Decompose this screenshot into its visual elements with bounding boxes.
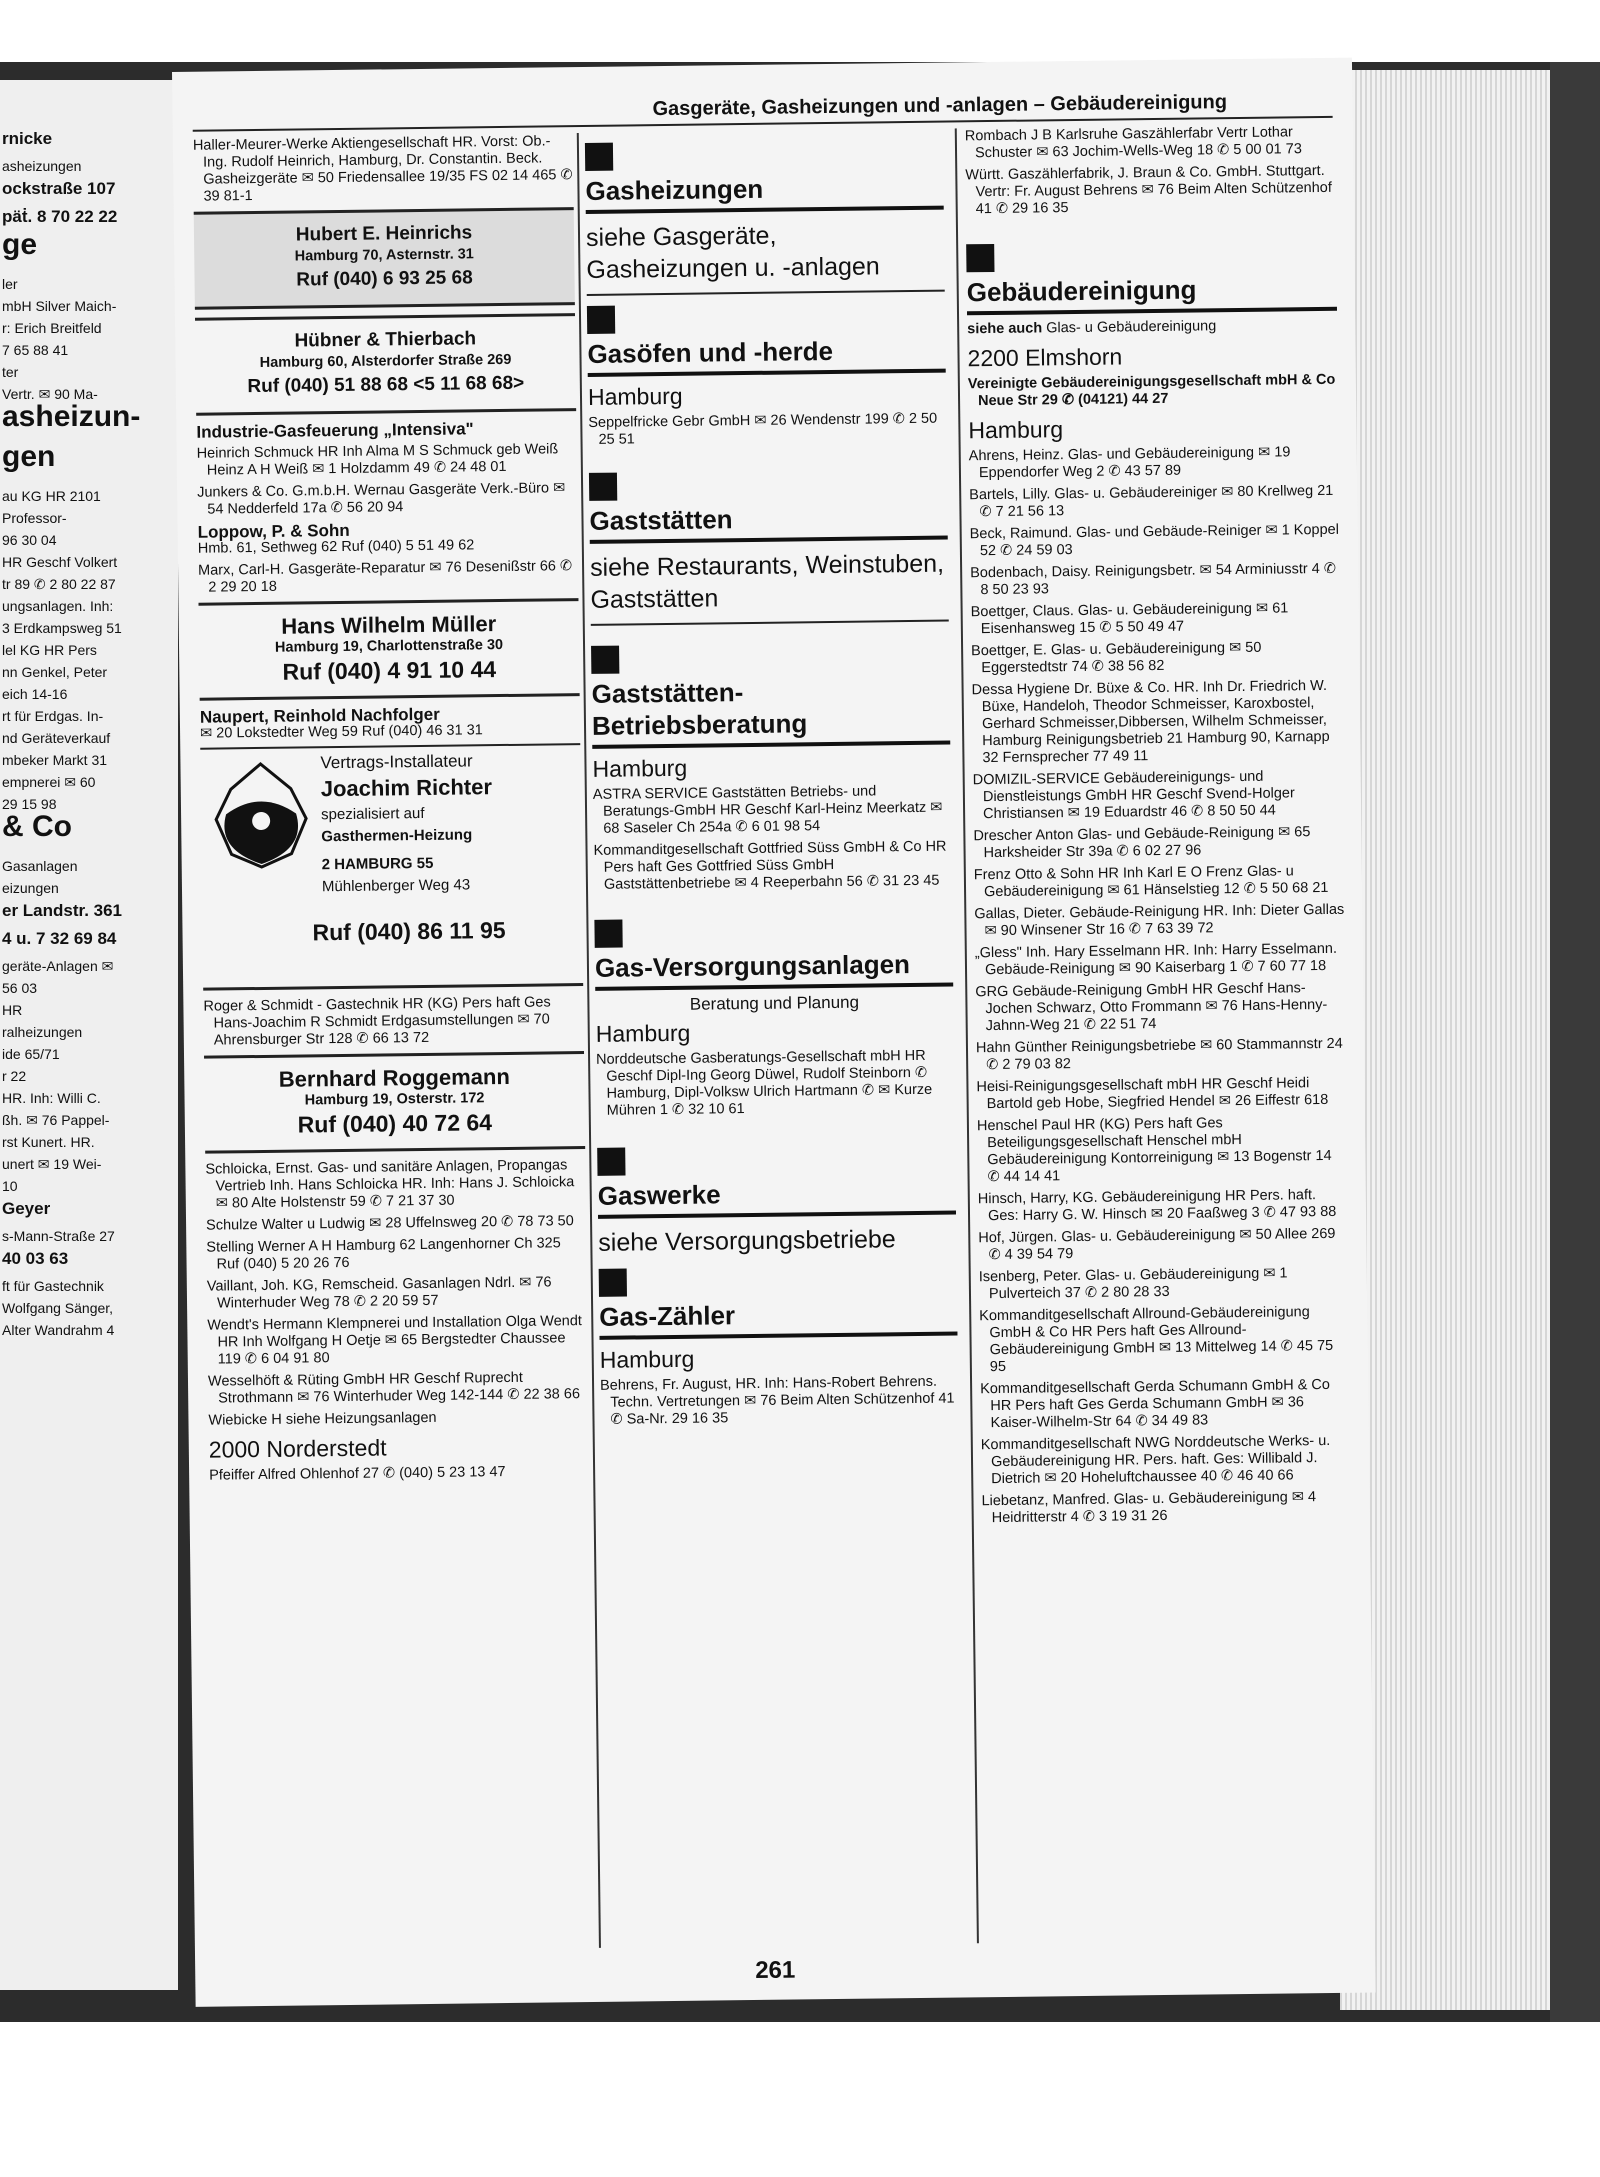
ad-name: Hübner & Thierbach <box>294 328 477 352</box>
left-page-text: 56 03 <box>2 980 38 996</box>
left-page-text: 4 u. 7 32 69 84 <box>2 929 117 948</box>
listing-entry: Seppelfricke Gebr GmbH ✉ 26 Wendenstr 199 ✆ 2 50 25 51 <box>588 410 938 448</box>
see-also-label: siehe auch <box>967 320 1043 338</box>
section-title: Gas-Zähler <box>599 1297 957 1340</box>
left-page-text: ßh. ✉ 76 Pappel- <box>2 1112 110 1128</box>
section-title: Gas-Versorgungsanlagen <box>595 948 953 991</box>
left-page-text: rnicke <box>2 129 53 148</box>
left-page-text: geräte-Anlagen ✉ <box>2 958 114 974</box>
directory-page <box>172 58 1376 2007</box>
city-heading: Hamburg <box>595 1019 691 1047</box>
listing-entry: Drescher Anton Glas- und Gebäude-Reinigung ✉ 65 Harksheider Str 39a ✆ 6 02 27 96 <box>973 824 1311 862</box>
left-page-text: mbH Silver Maich- <box>2 298 117 314</box>
left-page-text: ungsanlagen. Inh: <box>2 598 114 614</box>
ad-phone: Ruf (040) 6 93 25 68 <box>296 267 473 291</box>
divider <box>591 620 949 626</box>
left-page-text: eich 14-16 <box>2 686 68 702</box>
listing-entry: Rombach J B Karlsruhe Gaszählerfabr Vertr Lothar Schuster ✉ 63 Jochim-Wells-Weg 18 ✆ 5 00 01 73 <box>964 124 1302 162</box>
listing-entry: Marx, Carl-H. Gasgeräte-Reparatur ✉ 76 Desenißstr 66 ✆ 2 29 20 18 <box>197 558 573 596</box>
ad-name: Hans Wilhelm Müller <box>281 611 497 639</box>
city-heading: Hamburg <box>599 1345 695 1373</box>
listing-entry: Kommanditgesellschaft NWG Norddeutsche Werks- u. Gebäudereinigung HR. Pers. haft. Ges: Willibald J. Dietrich ✉ 20 Hoheluftchaussee 40 ✆ 46 40 66 <box>980 1432 1331 1488</box>
listing-entry: Wiebicke H siehe Heizungsanlagen <box>208 1409 437 1429</box>
left-page-text: ler <box>2 276 18 292</box>
left-page-text: 40 03 63 <box>2 1249 69 1268</box>
section-title: Gaststätten-Betriebsberatung <box>591 674 950 749</box>
book-spine-edge <box>1550 62 1600 2022</box>
left-page-text: lel KG HR Pers <box>2 642 97 658</box>
section-gasheizungen <box>585 139 944 214</box>
left-page-text: 29 15 98 <box>2 796 57 812</box>
ad-name: Hubert E. Heinrichs <box>295 222 473 246</box>
divider <box>587 290 945 296</box>
section-title: Gaswerke <box>598 1176 956 1219</box>
left-page-text: rt für Erdgas. In- <box>2 708 104 724</box>
section-title: Gasheizungen <box>585 171 943 214</box>
listing-entry: „Gless" Inh. Hary Esselmann HR. Inh: Harry Esselmann. Gebäude-Reinigung ✉ 90 Kaiserbarg 1 ✆ 7 60 77 18 <box>974 940 1338 979</box>
section-gaststaetten <box>589 469 948 544</box>
section-title: Gebäudereinigung <box>967 272 1337 316</box>
listing-entry: Frenz Otto & Sohn HR Inh Karl E O Frenz Glas- u Gebäudereinigung ✉ 61 Hänselstieg 12 ✆ 5 50 68 21 <box>973 863 1329 901</box>
listing-entry: Boettger, Claus. Glas- u. Gebäudereinigung ✉ 61 Eisenhansweg 15 ✆ 5 50 49 47 <box>970 600 1289 638</box>
column-1 <box>193 133 589 1490</box>
listing-entry: Ahrens, Heinz. Glas- und Gebäudereinigung ✉ 19 Eppendorfer Weg 2 ✆ 43 57 89 <box>968 444 1291 482</box>
left-page-text: tr 89 ✆ 2 80 22 87 <box>2 576 116 592</box>
listing-entry: Bartels, Lilly. Glas- u. Gebäudereiniger ✉ 80 Krellweg 21 ✆ 7 21 56 13 <box>969 482 1334 521</box>
listing-entry: Henschel Paul HR (KG) Pers haft Ges Beteiligungsgesellschaft Henschel mbH Gebäudereinigung Kontorreinigung ✉ 13 Bogenstr 14 ✆ 44 14 41 <box>976 1115 1332 1186</box>
section-marker-icon <box>594 920 622 948</box>
left-page-text: s-Mann-Straße 27 <box>2 1228 115 1244</box>
see-also <box>967 317 1337 339</box>
listing-entry: ✉ 20 Lokstedter Weg 59 Ruf (040) 46 31 31 <box>199 722 483 742</box>
listing-entry: Stelling Werner A H Hamburg 62 Langenhorner Ch 325 Ruf (040) 5 20 26 76 <box>206 1235 561 1273</box>
listing-entry: Hinsch, Harry, KG. Gebäudereinigung HR Pers. haft. Ges: Harry G. W. Hinsch ✉ 20 Faaßweg 3 ✆ 47 93 88 <box>977 1187 1337 1225</box>
see-reference: siehe Versorgungsbetriebe <box>598 1225 896 1257</box>
left-page-text: Alter Wandrahm 4 <box>2 1322 115 1338</box>
listing-entry: Haller-Meurer-Werke Aktiengesellschaft HR. Vorst: Ob.-Ing. Rudolf Heinrich, Hamburg, Dr. Constantin. Beck. Gasheizgeräte ✉ 50 Friedensallee 19/35 FS 02 14 465 ✆ 39 81-1 <box>192 133 573 205</box>
left-page-text: HR Geschf Volkert <box>2 554 118 570</box>
gas-flame-logo-icon <box>210 758 311 869</box>
ad-phone: Ruf (040) 86 11 95 <box>312 916 506 946</box>
section-marker-icon <box>597 1148 625 1176</box>
section-marker-icon <box>591 646 619 674</box>
left-page-text: 3 Erdkampsweg 51 <box>2 620 122 636</box>
running-head: Gasgeräte, Gasheizungen und -anlagen – Gebäudereinigung <box>652 91 1228 121</box>
listing-entry: Heisi-Reinigungsgesellschaft mbH HR Geschf Heidi Bartold geb Hobe, Siegfried Hendel ✉ 26 Eiffestr 618 <box>976 1075 1329 1113</box>
listing-entry: Isenberg, Peter. Glas- u. Gebäudereinigung ✉ 1 Pulverteich 37 ✆ 2 80 28 33 <box>978 1265 1288 1303</box>
see-also-target: Glas- u Gebäudereinigung <box>1042 318 1217 337</box>
left-page-text: asheizungen <box>2 158 82 174</box>
listing-title: Industrie-Gasfeuerung „Intensiva" <box>196 419 474 442</box>
left-page-text: ide 65/71 <box>2 1046 60 1062</box>
page-number: 261 <box>755 1956 796 1985</box>
listing-title: Naupert, Reinhold Nachfolger <box>199 704 440 727</box>
left-page-text: empnerei ✉ 60 <box>2 774 96 790</box>
listing-entry: Kommanditgesellschaft Allround-Gebäudereinigung GmbH & Co HR Pers haft Ges Allround-Gebäudereinigung GmbH ✉ 13 Mittelweg 14 ✆ 45 75 95 <box>979 1304 1334 1376</box>
listing-entry: Beck, Raimund. Glas- und Gebäude-Reiniger ✉ 1 Koppel 52 ✆ 24 59 03 <box>969 521 1339 560</box>
listing-entry: Junkers & Co. G.m.b.H. Wernau Gasgeräte Verk.-Büro ✉ 54 Nedderfeld 17a ✆ 56 20 94 <box>197 480 566 518</box>
left-page-text: mbeker Markt 31 <box>2 752 108 768</box>
listing-entry: Gallas, Dieter. Gebäude-Reinigung HR. Inh: Dieter Gallas ✉ 90 Winsener Str 16 ✆ 7 63 39 72 <box>974 901 1345 940</box>
listing-list <box>969 444 1352 1527</box>
listing-entry: Schloicka, Ernst. Gas- und sanitäre Anlagen, Propangas Vertrieb Inh. Hans Schloicka HR. Inh: Hans J. Schloicka ✉ 80 Alte Holstenstr 59 ✆ 7 21 37 30 <box>205 1157 575 1212</box>
left-page-text: eizungen <box>2 880 59 896</box>
listing-entry: Bodenbach, Daisy. Reinigungsbetr. ✉ 54 Arminiusstr 4 ✆ 8 50 23 93 <box>970 560 1337 599</box>
section-title: Gaststätten <box>589 501 947 544</box>
left-page-text: rst Kunert. HR. <box>2 1134 95 1150</box>
ad-line: Vertrags-Installateur <box>320 751 473 773</box>
left-page-text: Professor- <box>2 510 67 526</box>
listing-entry: ASTRA SERVICE Gaststätten Betriebs- und Beratungs-GmbH HR Geschf Karl-Heinz Meerkatz ✉ 68 Saseler Ch 254a ✆ 6 01 98 54 <box>592 783 943 837</box>
subheading: Beratung und Planung <box>689 992 860 1014</box>
ad-huebner <box>195 313 576 416</box>
left-page-text: r: Erich Breitfeld <box>2 320 102 336</box>
left-page-text: ge <box>2 228 38 261</box>
ad-name: Bernhard Roggemann <box>278 1063 510 1092</box>
scan-margin <box>0 0 1600 62</box>
ad-phone: Ruf (040) 51 88 68 <5 11 68 68> <box>247 372 525 398</box>
listing-title: Loppow, P. & Sohn <box>197 520 350 542</box>
left-page-text: r 22 <box>2 1068 27 1084</box>
left-page-text: ter <box>2 364 19 380</box>
listing-entry: Kommanditgesellschaft Gerda Schumann GmbH & Co HR Pers haft Ges Gerda Schumann GmbH ✉ 36 Kaiser-Wilhelm-Str 64 ✆ 34 49 83 <box>980 1376 1331 1432</box>
city-heading: 2200 Elmshorn <box>967 343 1123 372</box>
ad-roggemann <box>204 1051 585 1154</box>
see-reference: siehe Restaurants, Weinstuben, Gaststätten <box>589 549 945 614</box>
city-heading: Hamburg <box>592 754 688 782</box>
listing-entry: Hahn Günther Reinigungsbetriebe ✉ 60 Stammannstr 24 ✆ 2 79 03 82 <box>975 1035 1343 1074</box>
ad-line: 2 HAMBURG 55 <box>321 854 434 874</box>
listing-entry: Kommanditgesellschaft Gottfried Süss GmbH & Co HR Pers haft Ges Gottfried Süss GmbH Gaststättenbetriebe ✉ 4 Reeperbahn 56 ✆ 31 23 45 <box>593 838 947 893</box>
section-marker-icon <box>966 244 994 272</box>
listing-entry: Wendt's Hermann Klempnerei und Installation Olga Wendt HR Inh Wolfgang H Oetje ✉ 65 Bergstedter Chaussee 119 ✆ 6 04 91 80 <box>207 1313 582 1368</box>
section-title: Gasöfen und -herde <box>587 334 945 377</box>
listing-entry: Vaillant, Joh. KG, Remscheid. Gasanlagen Ndrl. ✉ 76 Winterhuder Weg 78 ✆ 2 20 59 57 <box>206 1274 552 1312</box>
ad-address: Hamburg 60, Alsterdorfer Straße 269 <box>259 351 512 371</box>
left-page-text: Vertr. ✉ 90 Ma- <box>2 386 98 402</box>
left-page-text: 7 65 88 41 <box>2 342 69 358</box>
listing-entry: Dessa Hygiene Dr. Büxe & Co. HR. Inh Dr. Friedrich W. Büxe, Handeloh, Theodor Schmeisser, Karoxbostel, Gerhard Schmeisser,Dibbersen, Wilhelm Schmeisser, Hamburg Reinigungsbetrieb 21 Hamburg 90, Karnapp 32 Fernsprecher 77 49 11 <box>971 677 1330 767</box>
left-page-text: Gasanlagen <box>2 858 78 874</box>
column-3 <box>965 124 1352 1532</box>
listing-entry: Heinrich Schmuck HR Inh Alma M S Schmuck geb Weiß Heinz A H Weiß ✉ 1 Holzdamm 49 ✆ 24 48 01 <box>196 441 559 479</box>
section-gasversorgung <box>594 916 953 991</box>
section-gebaeudereinigung <box>966 240 1337 316</box>
ad-line: spezialisiert auf <box>320 804 425 824</box>
listing-entry: Behrens, Fr. August, HR. Inh: Hans-Robert Behrens. Techn. Vertretungen ✉ 76 Beim Alten Schützenhof 41 ✆ Sa-Nr. 29 16 35 <box>599 1373 955 1428</box>
left-page-text: nd Geräteverkauf <box>2 730 111 746</box>
ad-richter <box>200 743 583 991</box>
ad-line: Gasthermen-Heizung <box>321 826 473 846</box>
section-gaszaehler <box>599 1265 958 1340</box>
left-page-text: au KG HR 2101 <box>2 488 101 504</box>
ad-heinrichs <box>194 207 575 310</box>
section-marker-icon <box>585 143 613 171</box>
listing-entry: Vereinigte Gebäudereinigungsgesellschaft mbH & Co Neue Str 29 ✆ (04121) 44 27 <box>967 371 1336 410</box>
left-page-fragment <box>0 80 178 1990</box>
listing-entry: Hmb. 61, Sethweg 62 Ruf (040) 5 51 49 62 <box>197 537 475 557</box>
left-page-text: nn Genkel, Peter <box>2 664 108 680</box>
left-page-text: Wolfgang Sänger, <box>2 1300 114 1316</box>
city-heading: Hamburg <box>587 382 683 410</box>
ad-address: Hamburg 19, Osterstr. 172 <box>304 1090 485 1109</box>
left-page-text: unert ✉ 19 Wei- <box>2 1156 102 1172</box>
listing-entry: Boettger, E. Glas- u. Gebäudereinigung ✉ 50 Eggerstedtstr 74 ✆ 38 56 82 <box>971 639 1262 677</box>
ad-address: Hamburg 19, Charlottenstraße 30 <box>274 636 504 656</box>
ad-name: Joachim Richter <box>320 774 493 802</box>
ad-mueller <box>198 598 579 701</box>
listing-entry: Roger & Schmidt - Gastechnik HR (KG) Pers haft Ges Hans-Joachim R Schmidt Erdgasumstellungen ✉ 70 Ahrensburger Str 128 ✆ 66 13 72 <box>203 994 551 1049</box>
listing-entry: Württ. Gaszählerfabrik, J. Braun & Co. GmbH. Stuttgart. Vertr: Fr. August Behrens ✉ 76 Beim Alten Schützenhof 41 ✆ 29 16 35 <box>965 162 1332 218</box>
section-gasoefen <box>587 302 946 377</box>
left-page-text: HR. Inh: Willi C. <box>2 1090 101 1106</box>
ad-address: Hamburg 70, Asternstr. 31 <box>294 246 474 265</box>
left-page-text: 10 <box>2 1178 18 1194</box>
see-reference: siehe Gasgeräte, Gasheizungen u. -anlagen <box>585 221 880 284</box>
listing-entry: Hof, Jürgen. Glas- u. Gebäudereinigung ✉ 50 Allee 269 ✆ 4 39 54 79 <box>978 1225 1336 1264</box>
left-page-text: 96 30 04 <box>2 532 57 548</box>
listing-entry: GRG Gebäude-Reinigung GmbH HR Geschf Hans-Jochen Schwarz, Otto Frommann ✉ 76 Hans-Henny-Jahnn-Weg 21 ✆ 22 51 74 <box>975 980 1328 1035</box>
left-page-text: ft für Gastechnik <box>2 1278 104 1294</box>
section-marker-icon <box>587 306 615 334</box>
ad-text <box>320 749 572 898</box>
section-gaswerke <box>597 1144 956 1219</box>
left-page-text: HR <box>2 1002 23 1018</box>
left-page-text: ralheizungen <box>2 1024 83 1040</box>
left-page-text: päṫ. 8 70 22 22 <box>2 207 118 226</box>
listing-entry: Norddeutsche Gasberatungs-Gesellschaft mbH HR Geschf Dipl-Ing Georg Düwel, Rudolf Steinborn ✆ Hamburg, Dipl-Volksw Ulrich Hartmann ✆ ✉ Kurze Mühren 1 ✆ 32 10 61 <box>596 1047 933 1119</box>
ad-phone: Ruf (040) 40 72 64 <box>297 1109 493 1138</box>
listing-entry: Wesselhöft & Rüting GmbH HR Geschf Ruprecht Strothmann ✉ 76 Winterhuder Weg 142-144 ✆ 22 38 66 <box>207 1369 581 1407</box>
listing-entry: Liebetanz, Manfred. Glas- u. Gebäudereinigung ✉ 4 Heidritterstr 4 ✆ 3 19 31 26 <box>981 1489 1317 1527</box>
left-page-text: gen <box>2 440 56 473</box>
column-2 <box>585 129 959 1434</box>
ad-phone: Ruf (040) 4 91 10 44 <box>282 656 497 685</box>
left-page-text: er Landstr. 361 <box>2 901 123 920</box>
city-heading: 2000 Norderstedt <box>208 1434 387 1463</box>
left-page-text: Geyer <box>2 1199 51 1218</box>
left-page-text: ockstraße 107 <box>2 179 116 198</box>
listing-entry: DOMIZIL-SERVICE Gebäudereinigungs- und Dienstleistungs GmbH HR Geschf Svend-Holger Christiansen ✉ 19 Eduardstr 46 ✆ 8 50 50 44 <box>972 768 1295 823</box>
city-heading: Hamburg <box>968 416 1064 444</box>
section-marker-icon <box>599 1269 627 1297</box>
ad-line: Mühlenberger Weg 43 <box>321 876 471 896</box>
section-marker-icon <box>589 473 617 501</box>
left-page-text: asheizun- <box>2 400 141 433</box>
listing-entry: Pfeiffer Alfred Ohlenhof 27 ✆ (040) 5 23 13 47 <box>209 1464 506 1484</box>
left-page-text: & Co <box>2 810 72 843</box>
listing-entry: Schulze Walter u Ludwig ✉ 28 Uffelnsweg 20 ✆ 78 73 50 <box>205 1213 574 1234</box>
section-betriebsberatung <box>591 642 950 749</box>
